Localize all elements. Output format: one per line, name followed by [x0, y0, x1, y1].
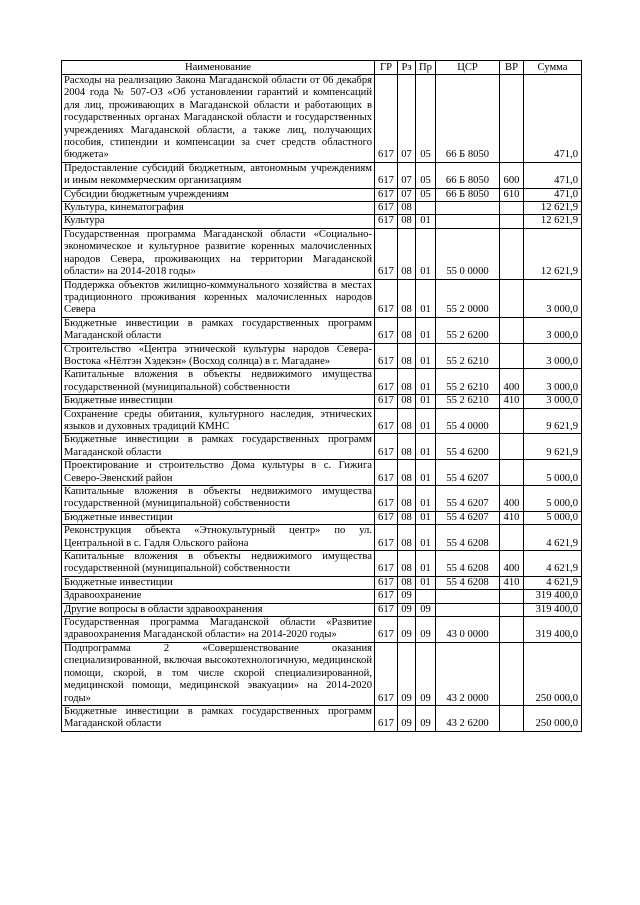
cell-gr: 617 — [375, 705, 398, 731]
cell-vr — [500, 343, 524, 369]
table-row — [62, 215, 582, 228]
cell-pr: 01 — [416, 228, 436, 279]
cell-pr: 09 — [416, 603, 436, 616]
cell-vr — [500, 279, 524, 317]
cell-csr: 55 4 6200 — [436, 434, 500, 460]
cell-pr: 01 — [416, 408, 436, 434]
cell-sum: 5 000,0 — [524, 486, 582, 512]
budget-table-page — [61, 60, 581, 732]
table-row — [62, 603, 582, 616]
cell-rz: 08 — [398, 395, 416, 408]
cell-vr: 410 — [500, 511, 524, 524]
table-row — [62, 395, 582, 408]
cell-csr: 55 2 6210 — [436, 369, 500, 395]
cell-vr — [500, 317, 524, 343]
cell-vr: 400 — [500, 551, 524, 577]
cell-rz: 08 — [398, 460, 416, 486]
cell-pr: 01 — [416, 434, 436, 460]
cell-name: Культура — [62, 215, 375, 228]
cell-rz: 07 — [398, 75, 416, 163]
cell-name: Поддержка объектов жилищно-коммунального хозяйства в местах традиционного проживания коренных малочисленных народов Севера — [62, 279, 375, 317]
cell-sum: 471,0 — [524, 75, 582, 163]
cell-gr: 617 — [375, 460, 398, 486]
cell-sum: 250 000,0 — [524, 705, 582, 731]
cell-sum: 9 621,9 — [524, 434, 582, 460]
cell-name: Расходы на реализацию Закона Магаданской области от 06 декабря 2004 года № 507-ОЗ «Об установлении гарантий и компенсаций для лиц, проживающих в Магаданской области и работающих в государственных органах Магаданской области и государственных учреждениях Магаданской области, а также лиц, получающих пособия, стипендии и компенсации за счет средств областного бюджета» — [62, 75, 375, 163]
cell-rz: 09 — [398, 642, 416, 705]
cell-gr: 617 — [375, 215, 398, 228]
cell-sum: 12 621,9 — [524, 215, 582, 228]
cell-vr — [500, 434, 524, 460]
cell-name: Бюджетные инвестиции — [62, 576, 375, 589]
cell-csr: 55 2 6210 — [436, 395, 500, 408]
cell-sum: 3 000,0 — [524, 369, 582, 395]
cell-sum: 250 000,0 — [524, 642, 582, 705]
cell-rz: 09 — [398, 590, 416, 603]
cell-csr — [436, 215, 500, 228]
cell-pr: 01 — [416, 279, 436, 317]
cell-pr: 01 — [416, 317, 436, 343]
table-row — [62, 279, 582, 317]
cell-vr: 400 — [500, 486, 524, 512]
cell-sum: 319 400,0 — [524, 617, 582, 643]
cell-name: Капитальные вложения в объекты недвижимого имущества государственной (муниципальной) собственности — [62, 551, 375, 577]
cell-sum: 471,0 — [524, 188, 582, 201]
cell-rz: 08 — [398, 408, 416, 434]
cell-rz: 09 — [398, 603, 416, 616]
cell-sum: 3 000,0 — [524, 343, 582, 369]
cell-vr — [500, 228, 524, 279]
cell-name: Субсидии бюджетным учреждениям — [62, 188, 375, 201]
cell-vr: 410 — [500, 395, 524, 408]
cell-gr: 617 — [375, 434, 398, 460]
cell-name: Бюджетные инвестиции — [62, 395, 375, 408]
header-csr: ЦСР — [436, 61, 500, 75]
cell-sum: 3 000,0 — [524, 317, 582, 343]
cell-csr — [436, 590, 500, 603]
cell-pr: 01 — [416, 215, 436, 228]
table-row — [62, 434, 582, 460]
cell-pr: 01 — [416, 551, 436, 577]
cell-rz: 08 — [398, 343, 416, 369]
cell-rz: 07 — [398, 188, 416, 201]
cell-vr — [500, 603, 524, 616]
cell-pr: 01 — [416, 486, 436, 512]
cell-csr — [436, 202, 500, 215]
cell-rz: 08 — [398, 202, 416, 215]
cell-gr: 617 — [375, 525, 398, 551]
cell-rz: 08 — [398, 486, 416, 512]
cell-pr — [416, 202, 436, 215]
cell-sum: 3 000,0 — [524, 279, 582, 317]
cell-vr — [500, 202, 524, 215]
cell-csr — [436, 603, 500, 616]
table-row — [62, 75, 582, 163]
cell-rz: 09 — [398, 705, 416, 731]
cell-rz: 08 — [398, 228, 416, 279]
cell-sum: 12 621,9 — [524, 202, 582, 215]
cell-pr: 05 — [416, 75, 436, 163]
cell-pr: 01 — [416, 511, 436, 524]
cell-csr: 55 4 6207 — [436, 486, 500, 512]
cell-pr: 01 — [416, 460, 436, 486]
cell-gr: 617 — [375, 603, 398, 616]
table-row — [62, 486, 582, 512]
cell-csr: 43 2 0000 — [436, 642, 500, 705]
header-gr: ГР — [375, 61, 398, 75]
cell-pr: 05 — [416, 188, 436, 201]
cell-csr: 55 4 6208 — [436, 525, 500, 551]
table-row — [62, 642, 582, 705]
cell-csr: 55 2 0000 — [436, 279, 500, 317]
cell-name: Проектирование и строительство Дома культуры в с. Гижига Северо-Эвенский район — [62, 460, 375, 486]
cell-pr: 01 — [416, 576, 436, 589]
cell-rz: 08 — [398, 551, 416, 577]
cell-gr: 617 — [375, 279, 398, 317]
table-row — [62, 228, 582, 279]
cell-vr — [500, 525, 524, 551]
cell-vr — [500, 460, 524, 486]
cell-gr: 617 — [375, 551, 398, 577]
cell-vr — [500, 75, 524, 163]
cell-csr: 55 4 6208 — [436, 551, 500, 577]
cell-gr: 617 — [375, 395, 398, 408]
cell-gr: 617 — [375, 75, 398, 163]
cell-gr: 617 — [375, 317, 398, 343]
table-body — [62, 75, 582, 732]
table-row — [62, 162, 582, 188]
cell-gr: 617 — [375, 228, 398, 279]
cell-vr — [500, 215, 524, 228]
cell-gr: 617 — [375, 369, 398, 395]
cell-name: Государственная программа Магаданской области «Социально-экономическое и культурное развитие коренных малочисленных народов Севера, проживающих на территории Магаданской области» на 2014-2018 годы» — [62, 228, 375, 279]
header-vr: ВР — [500, 61, 524, 75]
header-rz: Рз — [398, 61, 416, 75]
cell-pr: 01 — [416, 343, 436, 369]
cell-pr: 01 — [416, 395, 436, 408]
cell-gr: 617 — [375, 162, 398, 188]
cell-name: Другие вопросы в области здравоохранения — [62, 603, 375, 616]
cell-csr: 55 4 0000 — [436, 408, 500, 434]
cell-vr: 600 — [500, 162, 524, 188]
cell-csr: 66 Б 8050 — [436, 188, 500, 201]
cell-name: Сохранение среды обитания, культурного наследия, этнических языков и духовных традиций КМНС — [62, 408, 375, 434]
cell-name: Предоставление субсидий бюджетным, автономным учреждениям и иным некоммерческим организациям — [62, 162, 375, 188]
cell-sum: 319 400,0 — [524, 603, 582, 616]
cell-rz: 08 — [398, 576, 416, 589]
cell-csr: 55 2 6200 — [436, 317, 500, 343]
cell-vr: 400 — [500, 369, 524, 395]
cell-rz: 08 — [398, 511, 416, 524]
cell-sum: 4 621,9 — [524, 576, 582, 589]
cell-sum: 471,0 — [524, 162, 582, 188]
cell-csr: 55 2 6210 — [436, 343, 500, 369]
cell-rz: 07 — [398, 162, 416, 188]
cell-name: Капитальные вложения в объекты недвижимого имущества государственной (муниципальной) собственности — [62, 369, 375, 395]
cell-pr: 09 — [416, 705, 436, 731]
cell-rz: 08 — [398, 279, 416, 317]
cell-rz: 08 — [398, 369, 416, 395]
table-row — [62, 317, 582, 343]
table-row — [62, 408, 582, 434]
cell-vr — [500, 642, 524, 705]
cell-vr: 410 — [500, 576, 524, 589]
cell-vr: 610 — [500, 188, 524, 201]
cell-csr: 43 0 0000 — [436, 617, 500, 643]
cell-csr: 55 4 6207 — [436, 460, 500, 486]
cell-sum: 3 000,0 — [524, 395, 582, 408]
cell-name: Капитальные вложения в объекты недвижимого имущества государственной (муниципальной) собственности — [62, 486, 375, 512]
cell-gr: 617 — [375, 486, 398, 512]
cell-sum: 5 000,0 — [524, 511, 582, 524]
table-row — [62, 590, 582, 603]
cell-csr: 55 4 6207 — [436, 511, 500, 524]
cell-sum: 5 000,0 — [524, 460, 582, 486]
cell-csr: 66 Б 8050 — [436, 75, 500, 163]
cell-sum: 9 621,9 — [524, 408, 582, 434]
cell-name: Бюджетные инвестиции в рамках государственных программ Магаданской области — [62, 317, 375, 343]
table-row — [62, 551, 582, 577]
cell-name: Реконструкция объекта «Этнокультурный центр» по ул. Центральной в с. Гадля Ольского района — [62, 525, 375, 551]
table-row — [62, 343, 582, 369]
cell-name: Бюджетные инвестиции в рамках государственных программ Магаданской области — [62, 705, 375, 731]
cell-rz: 09 — [398, 617, 416, 643]
table-row — [62, 188, 582, 201]
table-row — [62, 617, 582, 643]
cell-vr — [500, 617, 524, 643]
cell-name: Культура, кинематография — [62, 202, 375, 215]
cell-rz: 08 — [398, 525, 416, 551]
cell-vr — [500, 408, 524, 434]
cell-csr: 55 0 0000 — [436, 228, 500, 279]
cell-sum: 4 621,9 — [524, 551, 582, 577]
table-row — [62, 369, 582, 395]
cell-gr: 617 — [375, 590, 398, 603]
cell-rz: 08 — [398, 215, 416, 228]
cell-sum: 4 621,9 — [524, 525, 582, 551]
cell-gr: 617 — [375, 511, 398, 524]
cell-gr: 617 — [375, 642, 398, 705]
cell-name: Подпрограмма 2 «Совершенствование оказания специализированной, включая высокотехнологичную, медицинской помощи, скорой, в том числе скорой специализированной, медицинской помощи, медицинской эвакуации» на 2014-2020 годы» — [62, 642, 375, 705]
budget-table — [61, 60, 582, 732]
cell-csr: 66 Б 8050 — [436, 162, 500, 188]
cell-gr: 617 — [375, 343, 398, 369]
header-name: Наименование — [62, 61, 375, 75]
table-row — [62, 202, 582, 215]
cell-rz: 08 — [398, 434, 416, 460]
cell-name: Строительство «Центра этнической культуры народов Севера-Востока «Нёлтэн Хэдекэн» (Восход солнца) в г. Магадане» — [62, 343, 375, 369]
cell-gr: 617 — [375, 576, 398, 589]
cell-csr: 43 2 6200 — [436, 705, 500, 731]
table-row — [62, 576, 582, 589]
table-row — [62, 525, 582, 551]
cell-pr: 01 — [416, 369, 436, 395]
table-header-row — [62, 61, 582, 75]
cell-vr — [500, 705, 524, 731]
header-pr: Пр — [416, 61, 436, 75]
cell-pr — [416, 590, 436, 603]
cell-gr: 617 — [375, 617, 398, 643]
cell-name: Бюджетные инвестиции — [62, 511, 375, 524]
cell-pr: 05 — [416, 162, 436, 188]
cell-name: Здравоохранение — [62, 590, 375, 603]
cell-csr: 55 4 6208 — [436, 576, 500, 589]
cell-pr: 09 — [416, 617, 436, 643]
cell-name: Государственная программа Магаданской области «Развитие здравоохранения Магаданской области» на 2014-2020 годы» — [62, 617, 375, 643]
cell-pr: 01 — [416, 525, 436, 551]
cell-rz: 08 — [398, 317, 416, 343]
cell-gr: 617 — [375, 202, 398, 215]
cell-pr: 09 — [416, 642, 436, 705]
cell-sum: 12 621,9 — [524, 228, 582, 279]
cell-gr: 617 — [375, 188, 398, 201]
table-row — [62, 511, 582, 524]
header-sum: Сумма — [524, 61, 582, 75]
cell-gr: 617 — [375, 408, 398, 434]
cell-vr — [500, 590, 524, 603]
cell-name: Бюджетные инвестиции в рамках государственных программ Магаданской области — [62, 434, 375, 460]
cell-sum: 319 400,0 — [524, 590, 582, 603]
table-row — [62, 460, 582, 486]
table-row — [62, 705, 582, 731]
